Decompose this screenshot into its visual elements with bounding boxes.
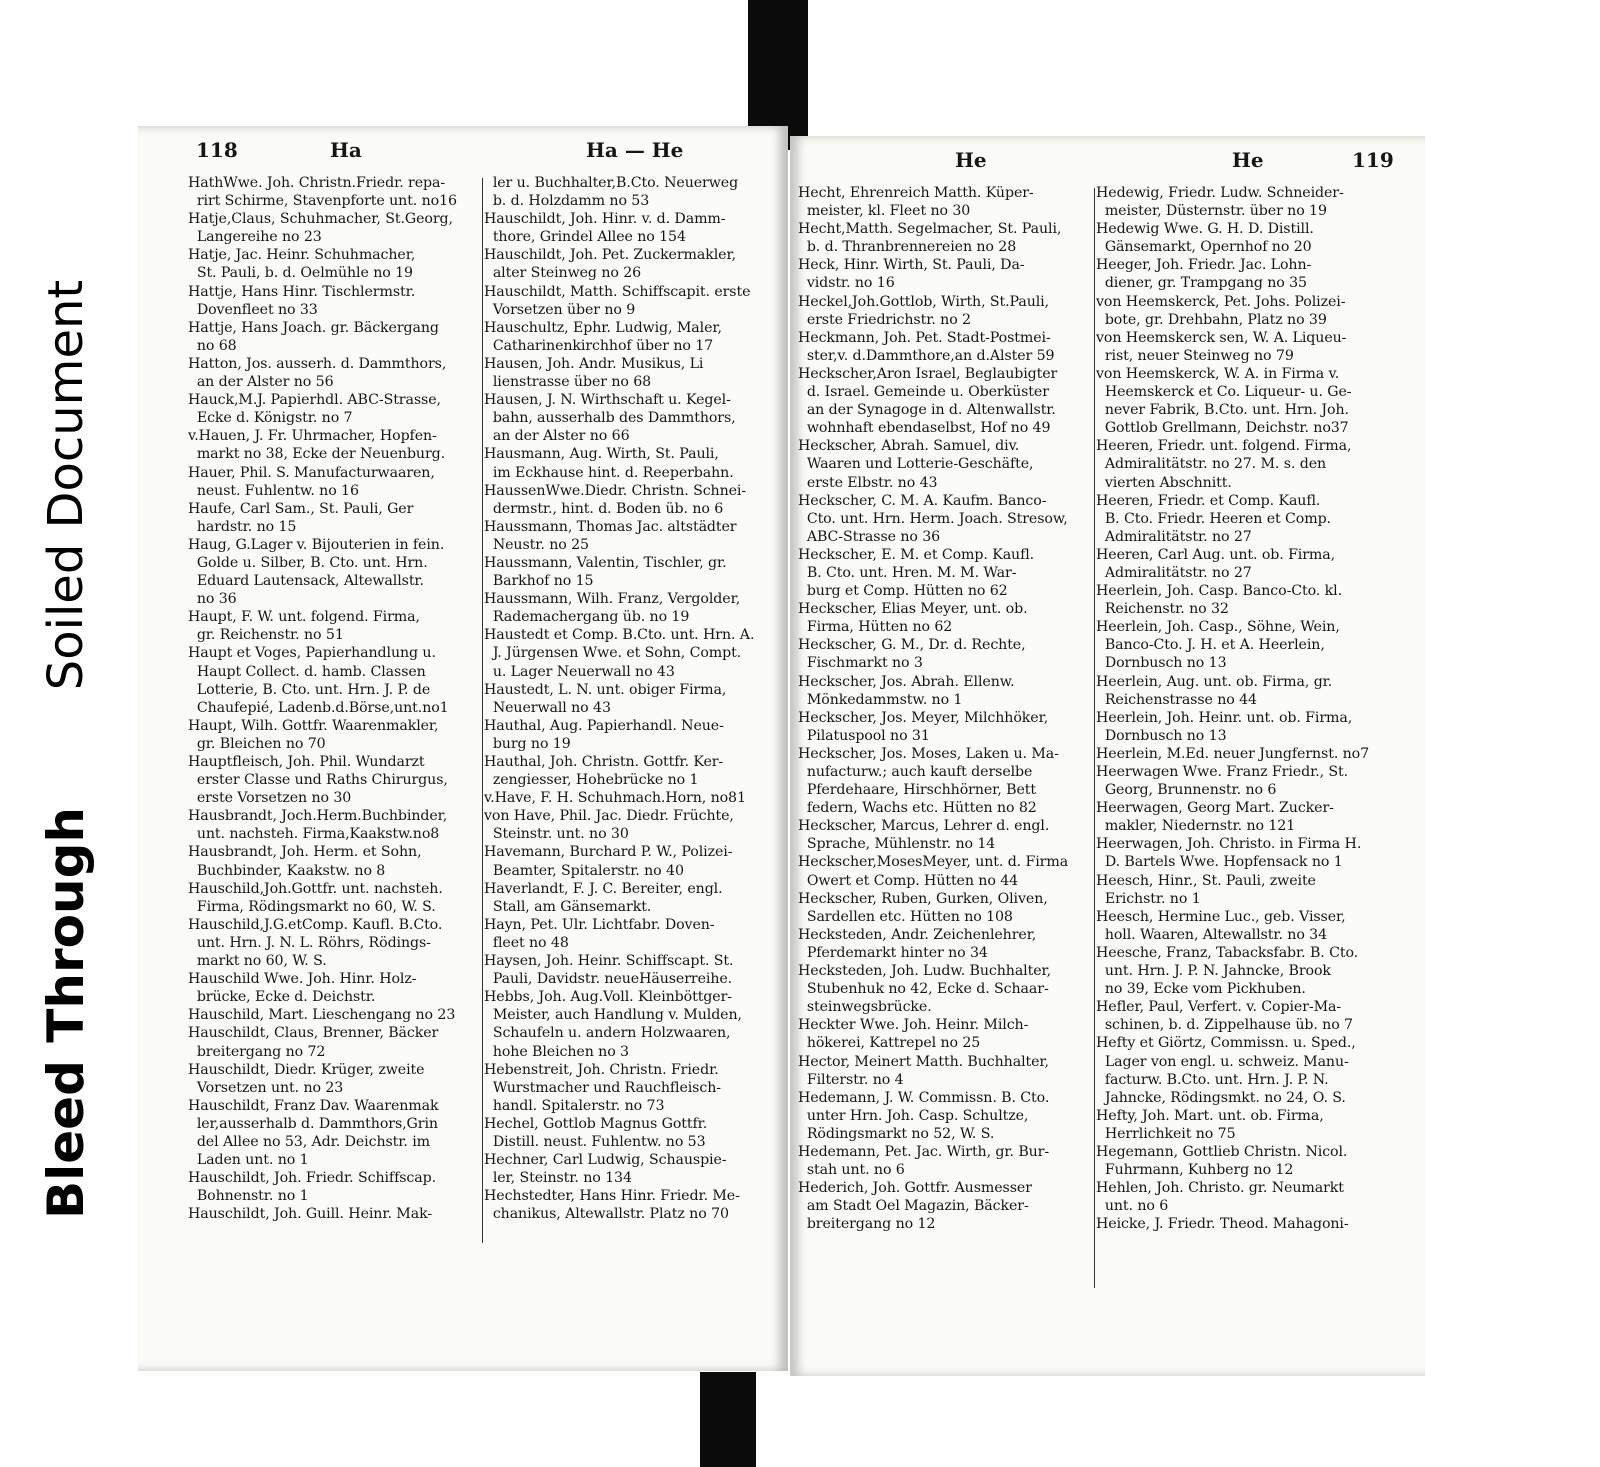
running-head-left: Ha: [330, 138, 362, 162]
directory-entry-line: Hauschildt, Diedr. Krüger, zweite: [188, 1061, 425, 1078]
directory-entry-line: federn, Wachs etc. Hütten no 82: [798, 800, 1037, 817]
directory-entry-line: Heckscher, E. M. et Comp. Kaufl.: [798, 546, 1035, 563]
directory-entry-line: Heerlein, Joh. Casp. Banco-Cto. kl.: [1096, 583, 1342, 600]
directory-entry-line: Lotterie, B. Cto. unt. Hrn. J. P. de: [188, 681, 431, 698]
directory-entry-line: v.Have, F. H. Schuhmach.Horn, no81: [484, 790, 746, 807]
directory-entry-line: b. d. Thranbrennereien no 28: [798, 239, 1017, 256]
directory-entry-line: Hecht, Ehrenreich Matth. Küper-: [798, 185, 1034, 201]
directory-entry-line: chanikus, Altewallstr. Platz no 70: [484, 1206, 729, 1223]
directory-entry-line: bote, gr. Drehbahn, Platz no 39: [1096, 311, 1327, 328]
directory-entry-line: an der Alster no 56: [188, 374, 334, 391]
directory-entry-line: Haupt, F. W. unt. folgend. Firma,: [188, 609, 420, 626]
directory-entry-line: Banco-Cto. J. H. et A. Heerlein,: [1096, 637, 1325, 654]
directory-entry-line: meister, kl. Fleet no 30: [798, 203, 971, 220]
directory-entry-line: Firma, Hütten no 62: [798, 619, 953, 636]
directory-entry-line: zengiesser, Hohebrücke no 1: [484, 772, 699, 789]
directory-entry-line: Wurstmacher und Rauchfleisch-: [484, 1079, 721, 1096]
directory-entry-line: markt no 38, Ecke der Neuenburg.: [188, 446, 446, 463]
directory-entry-line: Heckel,Joh.Gottlob, Wirth, St.Pauli,: [798, 293, 1050, 310]
directory-entry-line: Hebenstreit, Joh. Christn. Friedr.: [484, 1061, 719, 1078]
directory-entry-line: Stubenhuk no 42, Ecke d. Schaar-: [798, 981, 1049, 998]
directory-entry-line: no 39, Ecke vom Pickhuben.: [1096, 981, 1306, 998]
directory-entry-line: breitergang no 12: [798, 1216, 936, 1233]
directory-entry-line: D. Bartels Wwe. Hopfensack no 1: [1096, 854, 1343, 871]
directory-entry-line: Golde u. Silber, B. Cto. unt. Hrn.: [188, 554, 428, 571]
directory-entry-line: hökerei, Kattrepel no 25: [798, 1035, 981, 1052]
directory-entry-line: erste Friedrichstr. no 2: [798, 311, 971, 328]
directory-entry-line: B. Cto. Friedr. Heeren et Comp.: [1096, 510, 1331, 527]
directory-entry-line: Hedewig Wwe. G. H. D. Distill.: [1096, 221, 1314, 238]
directory-entry-line: Hegemann, Gottlieb Christn. Nicol.: [1096, 1143, 1348, 1160]
directory-entry-line: bahn, ausserhalb des Dammthors,: [484, 410, 736, 427]
directory-entry-line: Heckscher, C. M. A. Kaufm. Banco-: [798, 492, 1047, 509]
directory-entry-line: von Heemskerck sen, W. A. Liqueu-: [1096, 329, 1347, 346]
directory-entry-line: Heckscher, Jos. Meyer, Milchhöker,: [798, 709, 1049, 726]
directory-entry-line: Pilatuspool no 31: [798, 727, 930, 744]
directory-entry-line: Hattje, Hans Joach. gr. Bäckergang: [188, 319, 439, 336]
directory-entry-line: Hefler, Paul, Verfert. v. Copier-Ma-: [1096, 999, 1342, 1016]
directory-entry-line: holl. Waaren, Altewallstr. no 34: [1096, 926, 1328, 943]
directory-entry-line: Hefty et Giörtz, Commissn. u. Sped.,: [1096, 1035, 1356, 1052]
directory-entry-line: alter Steinweg no 26: [484, 265, 642, 282]
directory-entry-line: b. d. Holzdamm no 53: [484, 193, 650, 210]
directory-entry-line: Langereihe no 23: [188, 229, 322, 246]
directory-entry-line: Havemann, Burchard P. W., Polizei-: [484, 844, 733, 861]
directory-entry-line: Hector, Meinert Matth. Buchhalter,: [798, 1053, 1049, 1070]
directory-entry-line: Stall, am Gänsemarkt.: [484, 898, 652, 915]
directory-entry-line: Pferdehaare, Hirschhörner, Bett: [798, 782, 1036, 799]
directory-entry-line: breitergang no 72: [188, 1043, 326, 1060]
directory-entry-line: Hauer, Phil. S. Manufacturwaaren,: [188, 464, 435, 481]
directory-entry-line: St. Pauli, b. d. Oelmühle no 19: [188, 265, 413, 282]
directory-entry-line: Haufe, Carl Sam., St. Pauli, Ger: [188, 500, 414, 517]
bleed-through-text: Bleed Through: [37, 806, 95, 1219]
directory-entry-line: Heckscher, Jos. Abrah. Ellenw.: [798, 673, 1015, 690]
directory-entry-line: unter Hrn. Joh. Casp. Schultze,: [798, 1107, 1029, 1124]
directory-entry-line: Heckscher, Marcus, Lehrer d. engl.: [798, 818, 1050, 835]
directory-entry-line: Eduard Lautensack, Altewallstr.: [188, 573, 424, 590]
directory-entry-line: Hebbs, Joh. Aug.Voll. Kleinböttger-: [484, 989, 732, 1006]
directory-entry-line: Hauptfleisch, Joh. Phil. Wundarzt: [188, 754, 425, 770]
directory-entry-line: Firma, Rödingsmarkt no 60, W. S.: [188, 898, 436, 915]
directory-entry-line: Hauschildt, Joh. Pet. Zuckermakler,: [484, 247, 737, 264]
directory-entry-line: del Allee no 53, Adr. Deichstr. im: [188, 1133, 431, 1150]
directory-entry-line: Filterstr. no 4: [798, 1071, 904, 1088]
directory-entry-line: Hedewig, Friedr. Ludw. Schneider-: [1096, 185, 1344, 201]
directory-entry-line: Haustedt et Comp. B.Cto. unt. Hrn. A.: [484, 627, 755, 644]
directory-entry-line: Jahncke, Rödingsmkt. no 24, O. S.: [1096, 1089, 1346, 1106]
directory-entry-line: Hechstedter, Hans Hinr. Friedr. Me-: [484, 1188, 740, 1205]
directory-entry-line: Waaren und Lotterie-Geschäfte,: [798, 456, 1034, 473]
directory-entry-line: HathWwe. Joh. Christn.Friedr. repa-: [188, 175, 446, 191]
directory-entry-line: Haupt et Voges, Papierhandlung u.: [188, 645, 436, 662]
column-divider: [1094, 188, 1095, 1288]
directory-entry-line: Heerlein, Joh. Casp., Söhne, Wein,: [1096, 619, 1340, 636]
directory-entry-line: dermstr., hint. d. Boden üb. no 6: [484, 500, 724, 517]
directory-entry-line: Heemskerck et Co. Liqueur- u. Ge-: [1096, 384, 1352, 401]
directory-entry-line: stah unt. no 6: [798, 1162, 905, 1179]
directory-entry-line: Hauschildt, Matth. Schiffscapit. erste: [484, 283, 751, 300]
directory-entry-line: markt no 60, W. S.: [188, 953, 327, 970]
directory-entry-line: Haug, G.Lager v. Bijouterien in fein.: [188, 536, 445, 553]
directory-entry-line: Rademachergang üb. no 19: [484, 609, 690, 626]
directory-entry-line: Georg, Brunnenstr. no 6: [1096, 782, 1277, 799]
directory-entry-line: wohnhaft ebendaselbst, Hof no 49: [798, 420, 1051, 437]
directory-entry-line: Distill. neust. Fuhlentw. no 53: [484, 1133, 706, 1150]
directory-entry-line: Reichenstr. no 32: [1096, 601, 1229, 618]
directory-entry-line: facturw. B.Cto. unt. Hrn. J. P. N.: [1096, 1071, 1329, 1088]
directory-entry-line: an der Synagoge in d. Altenwallstr.: [798, 402, 1056, 419]
directory-entry-line: Catharinenkirchhof über no 17: [484, 337, 714, 354]
directory-entry-line: Dornbusch no 13: [1096, 727, 1227, 744]
bleed-through-label: [30, 775, 102, 1250]
directory-entry-line: Hauschild,J.G.etComp. Kaufl. B.Cto.: [188, 916, 443, 933]
directory-entry-line: Heeren, Carl Aug. unt. ob. Firma,: [1096, 546, 1336, 563]
directory-entry-line: thore, Grindel Allee no 154: [484, 229, 686, 246]
directory-entry-line: erste Vorsetzen no 30: [188, 790, 352, 807]
directory-entry-line: fleet no 48: [484, 934, 569, 951]
directory-entry-line: von Heemskerck, Pet. Johs. Polizei-: [1096, 293, 1346, 310]
directory-entry-line: hohe Bleichen no 3: [484, 1043, 629, 1060]
directory-entry-line: im Eckhause hint. d. Reeperbahn.: [484, 464, 734, 481]
directory-entry-line: u. Lager Neuerwall no 43: [484, 663, 675, 680]
directory-entry-line: Cto. unt. Hrn. Herm. Joach. Stresow,: [798, 510, 1068, 527]
directory-entry-line: Dovenfleet no 33: [188, 301, 318, 318]
directory-entry-line: Reichenstrasse no 44: [1096, 691, 1257, 708]
directory-entry-line: Erichstr. no 1: [1096, 890, 1201, 907]
directory-entry-line: Heerlein, Joh. Heinr. unt. ob. Firma,: [1096, 709, 1353, 726]
directory-entry-line: Hauschildt, Joh. Hinr. v. d. Damm-: [484, 211, 726, 228]
book-spine-bottom: [700, 1372, 756, 1467]
directory-entry-line: Hausmann, Aug. Wirth, St. Pauli,: [484, 446, 719, 463]
directory-entry-line: Neuerwall no 43: [484, 699, 611, 716]
left-page-column-1: [188, 174, 480, 1223]
directory-entry-line: Heerwagen Wwe. Franz Friedr., St.: [1096, 764, 1349, 780]
directory-entry-line: Heckscher, Elias Meyer, unt. ob.: [798, 601, 1028, 618]
directory-entry-line: von Have, Phil. Jac. Diedr. Früchte,: [484, 808, 734, 825]
directory-entry-line: Hauschultz, Ephr. Ludwig, Maler,: [484, 319, 722, 336]
page-number: 119: [1352, 148, 1394, 172]
directory-entry-line: ler u. Buchhalter,B.Cto. Neuerweg: [484, 175, 739, 191]
directory-entry-line: Hatje, Jac. Heinr. Schuhmacher,: [188, 247, 416, 264]
soiled-document-label: [30, 245, 102, 725]
directory-entry-line: Hattje, Hans Hinr. Tischlermstr.: [188, 283, 416, 300]
soiled-document-text: Soiled Document: [38, 279, 94, 691]
left-page: [138, 126, 788, 1371]
directory-entry-line: Hayn, Pet. Ulr. Lichtfabr. Doven-: [484, 916, 715, 933]
directory-entry-line: Hatje,Claus, Schuhmacher, St.Georg,: [188, 211, 453, 228]
directory-entry-line: Admiralitätstr. no 27: [1096, 564, 1252, 581]
directory-entry-line: erste Elbstr. no 43: [798, 474, 938, 491]
directory-entry-line: Hausbrandt, Joh. Herm. et Sohn,: [188, 844, 422, 861]
directory-entry-line: Heesch, Hermine Luc., geb. Visser,: [1096, 908, 1346, 925]
directory-entry-line: Lager von engl. u. schweiz. Manu-: [1096, 1053, 1349, 1070]
directory-entry-line: lienstrasse über no 68: [484, 374, 652, 391]
directory-entry-line: no 36: [188, 591, 237, 608]
directory-entry-line: Hefty, Joh. Mart. unt. ob. Firma,: [1096, 1107, 1324, 1124]
directory-entry-line: Neustr. no 25: [484, 536, 589, 553]
directory-entry-line: Heckscher, G. M., Dr. d. Rechte,: [798, 637, 1026, 654]
directory-entry-line: Heerlein, Aug. unt. ob. Firma, gr.: [1096, 673, 1333, 690]
directory-entry-line: Hedemann, Pet. Jac. Wirth, gr. Bur-: [798, 1143, 1050, 1160]
directory-entry-line: Fuhrmann, Kuhberg no 12: [1096, 1162, 1294, 1179]
directory-entry-line: Hechel, Gottlob Magnus Gottfr.: [484, 1115, 708, 1132]
directory-entry-line: J. Jürgensen Wwe. et Sohn, Compt.: [484, 645, 742, 662]
directory-entry-line: Hecht,Matth. Segelmacher, St. Pauli,: [798, 221, 1062, 238]
directory-entry-line: Heesch, Hinr., St. Pauli, zweite: [1096, 872, 1316, 889]
directory-entry-line: meister, Düsternstr. über no 19: [1096, 203, 1327, 220]
right-page-header: [790, 136, 1425, 180]
directory-entry-line: Haupt, Wilh. Gottfr. Waarenmakler,: [188, 717, 439, 734]
left-page-header: [138, 126, 788, 170]
directory-entry-line: am Stadt Oel Magazin, Bäcker-: [798, 1198, 1029, 1215]
directory-entry-line: Hauschild Wwe. Joh. Hinr. Holz-: [188, 971, 417, 988]
directory-entry-line: Hausbrandt, Joch.Herm.Buchbinder,: [188, 808, 448, 825]
directory-entry-line: Heerwagen, Joh. Christo. in Firma H.: [1096, 836, 1362, 853]
directory-entry-line: Hauschild, Mart. Lieschengang no 23: [188, 1007, 456, 1024]
directory-entry-line: erster Classe und Raths Chirurgus,: [188, 772, 448, 789]
directory-entry-line: Meister, auch Handlung v. Mulden,: [484, 1007, 742, 1024]
directory-entry-line: unt. no 6: [1096, 1198, 1169, 1215]
directory-entry-line: Hatton, Jos. ausserh. d. Dammthors,: [188, 355, 447, 372]
directory-entry-line: Admiralitätstr. no 27. M. s. den: [1096, 456, 1327, 473]
directory-entry-line: neust. Fuhlentw. no 16: [188, 482, 359, 499]
directory-entry-line: Hehlen, Joh. Christo. gr. Neumarkt: [1096, 1180, 1344, 1197]
directory-entry-line: Fischmarkt no 3: [798, 655, 923, 672]
directory-entry-line: Pferdemarkt hinter no 34: [798, 944, 988, 961]
directory-entry-line: Hauschildt, Claus, Brenner, Bäcker: [188, 1025, 439, 1042]
directory-entry-line: rist, neuer Steinweg no 79: [1096, 347, 1294, 364]
directory-entry-line: Laden unt. no 1: [188, 1152, 309, 1169]
directory-entry-line: Sprache, Mühlenstr. no 14: [798, 836, 996, 853]
column-divider: [482, 178, 483, 1243]
directory-entry-line: Heeren, Friedr. et Comp. Kaufl.: [1096, 492, 1321, 509]
directory-entry-line: Heeger, Joh. Friedr. Jac. Lohn-: [1096, 257, 1312, 274]
directory-entry-line: Heckscher, Ruben, Gurken, Oliven,: [798, 890, 1048, 907]
directory-entry-line: hardstr. no 15: [188, 518, 297, 535]
directory-entry-line: brücke, Ecke d. Deichstr.: [188, 989, 376, 1006]
running-head-center: He: [955, 148, 987, 172]
directory-entry-line: burg no 19: [484, 735, 571, 752]
directory-entry-line: ster,v. d.Dammthore,an d.Alster 59: [798, 347, 1055, 364]
directory-entry-line: Vorsetzen über no 9: [484, 301, 636, 318]
directory-entry-line: Rödingsmarkt no 52, W. S.: [798, 1125, 995, 1142]
directory-entry-line: Hausen, J. N. Wirthschaft u. Kegel-: [484, 392, 731, 409]
directory-entry-line: Barkhof no 15: [484, 573, 594, 590]
directory-entry-line: schinen, b. d. Zippelhause üb. no 7: [1096, 1017, 1353, 1034]
directory-entry-line: burg et Comp. Hütten no 62: [798, 583, 1008, 600]
directory-entry-line: Buchbinder, Kaakstw. no 8: [188, 862, 386, 879]
directory-entry-line: Hauschild,Joh.Gottfr. unt. nachsteh.: [188, 880, 443, 897]
right-page: [790, 136, 1425, 1376]
directory-entry-line: Hederich, Joh. Gottfr. Ausmesser: [798, 1180, 1032, 1197]
directory-entry-line: Gottlob Grellmann, Deichstr. no37: [1096, 420, 1349, 437]
directory-entry-line: d. Israel. Gemeinde u. Oberküster: [798, 384, 1049, 401]
directory-entry-line: Owert et Comp. Hütten no 44: [798, 872, 1019, 889]
directory-entry-line: ler, Steinstr. no 134: [484, 1170, 632, 1187]
directory-entry-line: Haverlandt, F. J. C. Bereiter, engl.: [484, 880, 723, 897]
directory-entry-line: Dornbusch no 13: [1096, 655, 1227, 672]
directory-entry-line: never Fabrik, B.Cto. unt. Hrn. Joh.: [1096, 402, 1349, 419]
directory-entry-line: nufacturw.; auch kauft derselbe: [798, 764, 1033, 780]
directory-entry-line: Heerlein, M.Ed. neuer Jungfernst. no7: [1096, 745, 1370, 762]
directory-entry-line: Herrlichkeit no 75: [1096, 1125, 1236, 1142]
directory-entry-line: v.Hauen, J. Fr. Uhrmacher, Hopfen-: [188, 428, 437, 445]
directory-entry-line: Haussmann, Wilh. Franz, Vergolder,: [484, 591, 741, 608]
directory-entry-line: an der Alster no 66: [484, 428, 630, 445]
directory-entry-line: Haussmann, Thomas Jac. altstädter: [484, 518, 737, 535]
directory-entry-line: Heicke, J. Friedr. Theod. Mahagoni-: [1096, 1216, 1349, 1233]
directory-entry-line: Ecke d. Königstr. no 7: [188, 410, 353, 427]
running-head-center: Ha — He: [586, 138, 684, 162]
directory-entry-line: Hauck,M.J. Papierhdl. ABC-Strasse,: [188, 392, 441, 409]
directory-entry-line: unt. Hrn. J. N. L. Röhrs, Rödings-: [188, 934, 431, 951]
page-number: 118: [196, 138, 238, 162]
directory-entry-line: Hecksteden, Joh. Ludw. Buchhalter,: [798, 963, 1052, 980]
directory-entry-line: steinwegsbrücke.: [798, 999, 932, 1016]
directory-entry-line: Heckter Wwe. Joh. Heinr. Milch-: [798, 1017, 1029, 1034]
directory-entry-line: Hechner, Carl Ludwig, Schauspie-: [484, 1152, 727, 1169]
directory-entry-line: Haussmann, Valentin, Tischler, gr.: [484, 554, 727, 571]
directory-entry-line: Hedemann, J. W. Commissn. B. Cto.: [798, 1089, 1050, 1106]
directory-entry-line: gr. Bleichen no 70: [188, 735, 326, 752]
directory-entry-line: Beamter, Spitalerstr. no 40: [484, 862, 684, 879]
directory-entry-line: von Heemskerck, W. A. in Firma v.: [1096, 365, 1340, 382]
directory-entry-line: Hauschildt, Joh. Guill. Heinr. Mak-: [188, 1206, 433, 1223]
directory-entry-line: Hauschildt, Joh. Friedr. Schiffscap.: [188, 1170, 436, 1187]
directory-entry-line: Haysen, Joh. Heinr. Schiffscapt. St.: [484, 953, 734, 970]
directory-entry-line: B. Cto. unt. Hren. M. M. War-: [798, 564, 1017, 581]
directory-entry-line: Haustedt, L. N. unt. obiger Firma,: [484, 681, 727, 698]
running-head-right: He: [1232, 148, 1264, 172]
directory-entry-line: makler, Niedernstr. no 121: [1096, 818, 1296, 835]
directory-entry-line: unt. Hrn. J. P. N. Jahncke, Brook: [1096, 963, 1331, 980]
directory-entry-line: Steinstr. unt. no 30: [484, 826, 629, 843]
right-page-column-2: [1096, 184, 1394, 1233]
directory-entry-line: no 68: [188, 337, 237, 354]
directory-entry-line: ABC-Strasse no 36: [798, 528, 941, 545]
directory-entry-line: unt. nachsteh. Firma,Kaakstw.no8: [188, 826, 440, 843]
directory-entry-line: Hecksteden, Andr. Zeichenlehrer,: [798, 926, 1037, 943]
directory-entry-line: vidstr. no 16: [798, 275, 895, 292]
directory-entry-line: Heeren, Friedr. unt. folgend. Firma,: [1096, 438, 1352, 455]
directory-entry-line: Hauthal, Joh. Christn. Gottfr. Ker-: [484, 754, 724, 770]
directory-entry-line: Heck, Hinr. Wirth, St. Pauli, Da-: [798, 257, 1025, 274]
directory-entry-line: Admiralitätstr. no 27: [1096, 528, 1252, 545]
directory-entry-line: Heerwagen, Georg Mart. Zucker-: [1096, 800, 1334, 817]
directory-entry-line: Mönkedammstw. no 1: [798, 691, 963, 708]
directory-entry-line: Hausen, Joh. Andr. Musikus, Li: [484, 355, 704, 372]
directory-entry-line: Heckscher,Aron Israel, Beglaubigter: [798, 365, 1058, 382]
directory-entry-line: Haupt Collect. d. hamb. Classen: [188, 663, 426, 680]
directory-entry-line: Heesche, Franz, Tabacksfabr. B. Cto.: [1096, 944, 1359, 961]
directory-entry-line: diener, gr. Trampgang no 35: [1096, 275, 1307, 292]
directory-entry-line: gr. Reichenstr. no 51: [188, 627, 344, 644]
directory-entry-line: Hauthal, Aug. Papierhandl. Neue-: [484, 717, 724, 734]
directory-entry-line: vierten Abschnitt.: [1096, 474, 1232, 491]
directory-entry-line: Bohnenstr. no 1: [188, 1188, 309, 1205]
directory-entry-line: Pauli, Davidstr. neueHäuserreihe.: [484, 971, 733, 988]
left-page-column-2: [484, 174, 774, 1223]
directory-entry-line: HaussenWwe.Diedr. Christn. Schnei-: [484, 482, 747, 499]
directory-entry-line: Heckscher, Jos. Moses, Laken u. Ma-: [798, 745, 1059, 762]
directory-entry-line: Heckmann, Joh. Pet. Stadt-Postmei-: [798, 329, 1051, 346]
directory-entry-line: Chaufepié, Ladenb.d.Börse,unt.no1: [188, 699, 449, 716]
directory-entry-line: Heckscher, Abrah. Samuel, div.: [798, 438, 1020, 455]
directory-entry-line: Sardellen etc. Hütten no 108: [798, 908, 1013, 925]
directory-entry-line: rirt Schirme, Stavenpforte unt. no16: [188, 193, 457, 210]
directory-entry-line: Heckscher,MosesMeyer, unt. d. Firma: [798, 854, 1069, 871]
directory-entry-line: Hauschildt, Franz Dav. Waarenmak: [188, 1097, 439, 1114]
directory-entry-line: Gänsemarkt, Opernhof no 20: [1096, 239, 1312, 256]
directory-entry-line: handl. Spitalerstr. no 73: [484, 1097, 665, 1114]
directory-entry-line: Schaufeln u. andern Holzwaaren,: [484, 1025, 731, 1042]
directory-entry-line: Vorsetzen unt. no 23: [188, 1079, 344, 1096]
right-page-column-1: [798, 184, 1092, 1233]
directory-entry-line: ler,ausserhalb d. Dammthors,Grin: [188, 1115, 438, 1132]
